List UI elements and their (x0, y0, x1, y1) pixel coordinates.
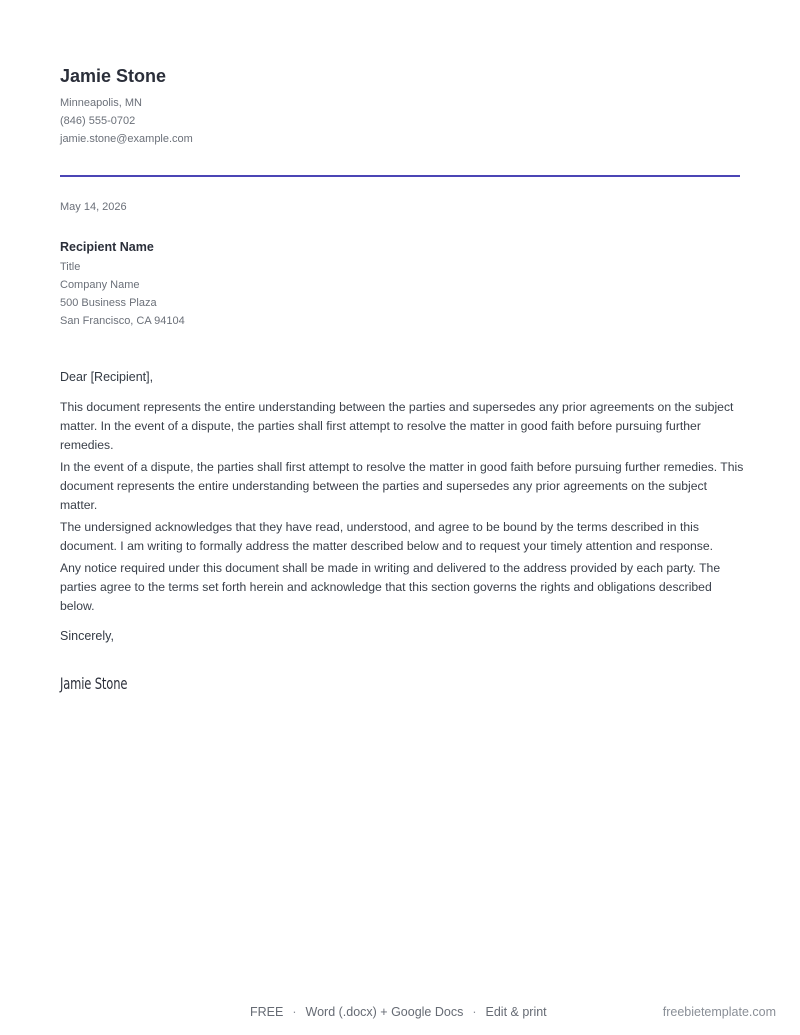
letter-body (60, 398, 744, 619)
recipient-title: Title (60, 261, 81, 273)
sender-city: Minneapolis, MN (60, 97, 142, 109)
footer-separator: · (292, 1005, 297, 1019)
letter-date: May 14, 2026 (60, 201, 127, 213)
sender-name: Jamie Stone (60, 66, 167, 86)
closing: Sincerely, (60, 629, 114, 643)
footer (0, 1005, 800, 1025)
recipient-name: Recipient Name (60, 240, 154, 254)
footer-edit-label: Edit & print (485, 1005, 547, 1019)
body-paragraph: This document represents the entire understanding between the parties and supersedes any prior agreements on the subject matter. In the event of a dispute, the parties shall first attempt to resolve the matter in good faith before pursuing further remedies. (60, 400, 734, 452)
sender-phone: (846) 555-0702 (60, 115, 136, 127)
sender-email: jamie.stone@example.com (60, 133, 193, 145)
header-divider (60, 175, 740, 177)
recipient-address: 500 Business Plaza (60, 297, 157, 309)
footer-site-link[interactable]: freebietemplate.com (662, 1005, 776, 1019)
recipient-company: Company Name (60, 279, 140, 291)
footer-free-label: FREE (250, 1005, 284, 1019)
body-paragraph: In the event of a dispute, the parties shall first attempt to resolve the matter in good faith before pursuing further remedies. This document represents the entire understanding between the parties and supersedes any prior agreements on the subject matter. (60, 460, 744, 512)
recipient-city: San Francisco, CA 94104 (60, 315, 185, 327)
footer-info (250, 1005, 547, 1019)
footer-separator: · (472, 1005, 477, 1019)
footer-formats-label: Word (.docx) + Google Docs (305, 1005, 464, 1019)
body-paragraph: Any notice required under this document shall be made in writing and delivered to the address provided by each party. The parties agree to the terms set forth herein and acknowledge that this section governs the rights and obligations described below. (60, 561, 721, 613)
salutation: Dear [Recipient], (60, 370, 154, 384)
signature: Jamie Stone (60, 674, 128, 693)
body-paragraph: The undersigned acknowledges that they have read, understood, and agree to be bound by the terms described in this document. I am writing to formally address the matter described below and to request your timely attention and response. (60, 520, 714, 553)
